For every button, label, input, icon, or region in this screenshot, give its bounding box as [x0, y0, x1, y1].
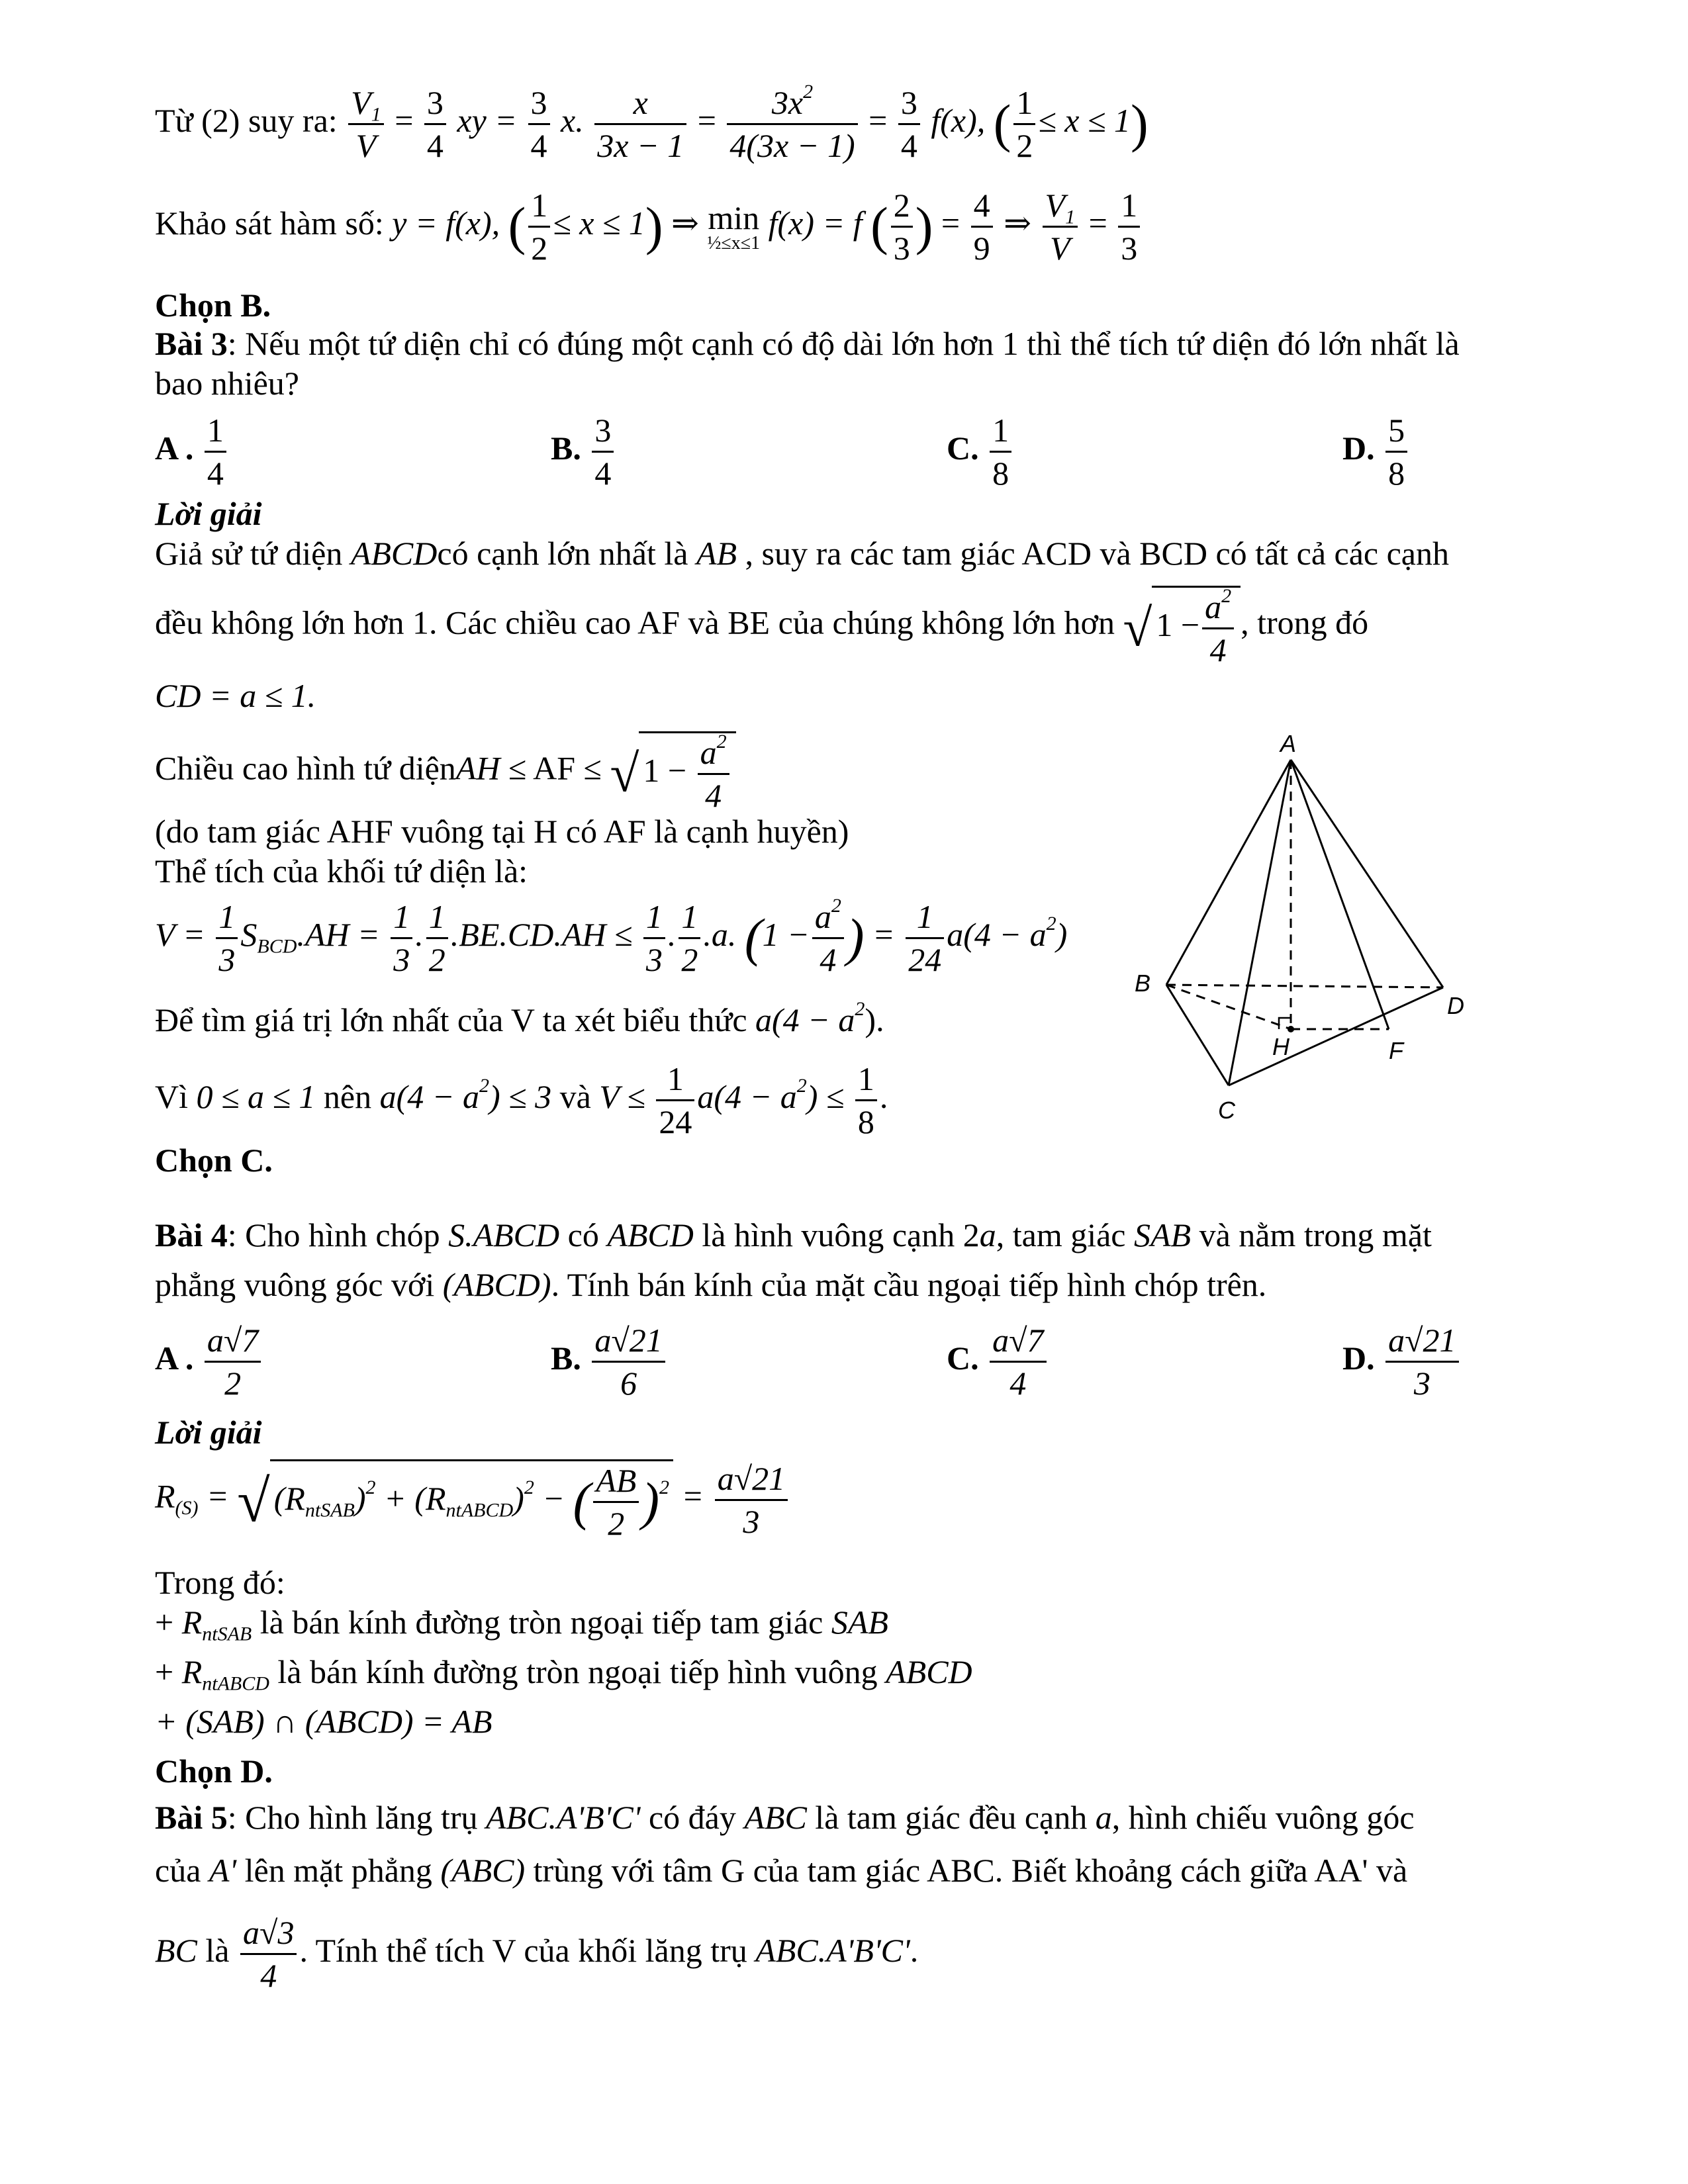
bai3-line1: Bài 3: Nếu một tứ diện chỉ có đúng một cạnh có độ dài lớn hơn 1 thì thể tích tứ diện đó lớn nhất là	[155, 325, 1460, 362]
frac-1-2: $\frac{1}{2}$	[1013, 86, 1035, 162]
frac-4-9: $\frac{4}{9}$	[971, 189, 993, 265]
label-f: F	[1389, 1037, 1403, 1064]
loi-giai-4: Lời giải	[155, 1414, 262, 1451]
s4-b1: + $R_{ntSAB}$ là bán kính đường tròn ngoại tiếp tam giác SAB	[155, 1604, 888, 1645]
frac-v1-v-l2: $\frac{V_1}{V}$	[1043, 189, 1078, 265]
volume-formula: V = $\frac{1}{3}$ $S_{BCD}.AH$ = $\frac{1}{3}$ . $\frac{1}{2}$ .BE.CD.AH ≤ $\frac{1}{3}$ . $\frac{1}{2}$ .a. (1 − $\frac{a^2}{4}$ ) = $\frac{1}{24}$ $a(4 - a^2)$	[155, 895, 1068, 978]
bai4-option-b[interactable]: B. $\frac{a√21}{6}$	[551, 1324, 668, 1400]
edge-cd	[1229, 987, 1443, 1085]
frac-1-2-l2: $\frac{1}{2}$	[528, 189, 550, 265]
bai4-option-c[interactable]: C. $\frac{a√7}{4}$	[947, 1324, 1049, 1400]
s4-b2: + $R_{ntABCD}$ là bán kính đường tròn ngoại tiếp hình vuông ABCD	[155, 1653, 972, 1695]
frac-1-3: $\frac{1}{3}$	[1118, 189, 1140, 265]
bai3-option-d[interactable]: D. $\frac{5}{8}$	[1342, 414, 1410, 490]
loi-giai-3: Lời giải	[155, 495, 262, 532]
bai5-line1: Bài 5: Cho hình lăng trụ ABC.A'B'C' có đáy ABC là tam giác đều cạnh a, hình chiếu vuông góc	[155, 1799, 1415, 1836]
bai3-option-a[interactable]: A . $\frac{1}{4}$	[155, 414, 229, 490]
bai5-line2: của A' lên mặt phẳng (ABC) trùng với tâm G của tam giác ABC. Biết khoảng cách giữa AA' và	[155, 1852, 1408, 1889]
label-c: C	[1218, 1097, 1235, 1124]
s3-p6: Thể tích của khối tứ diện là:	[155, 852, 528, 889]
sqrt-expr: √ 1 − $\frac{a^2}{4}$	[1123, 586, 1241, 666]
frac-3-4b: $\frac{3}{4}$	[528, 86, 550, 162]
edge-ab	[1166, 760, 1291, 985]
s3-p9: Vì 0 ≤ a ≤ 1 nên $a(4 - a^2) \le 3$ và V ≤ $\frac{1}{24}$ $a(4 - a^2)$ ≤ $\frac{1}{8}$ .	[155, 1060, 888, 1140]
frac-3x2: $\frac{3x^2}{4(3x - 1)}$	[727, 86, 857, 162]
chon-c: Chọn C.	[155, 1142, 273, 1179]
line-2: Khảo sát hàm số: y = f(x), ( $\frac{1}{2}$ ≤ x ≤ 1) ⇒ min ½≤x≤1 f(x) = f ( $\frac{2}{3}$ ) = $\frac{4}{9}$ ⇒ $\frac{V_1}{V}$ = $\frac{1}{3}$	[155, 189, 1143, 265]
bai4-option-a[interactable]: A . $\frac{a√7}{2}$	[155, 1324, 263, 1400]
s3-p2: đều không lớn hơn 1. Các chiều cao AF và BE của chúng không lớn hơn √ 1 − $\frac{a^2}{4}$ , trong đó	[155, 585, 1369, 668]
s3-p8: Để tìm giá trị lớn nhất của V ta xét biểu thức $a(4 - a^2)$.	[155, 998, 884, 1038]
edge-bh	[1166, 985, 1291, 1029]
frac-3-4c: $\frac{3}{4}$	[898, 86, 920, 162]
bai4-option-d[interactable]: D. $\frac{a√21}{3}$	[1342, 1324, 1462, 1400]
chon-d: Chọn D.	[155, 1752, 273, 1790]
label-h: H	[1272, 1033, 1289, 1060]
label-b: B	[1135, 970, 1151, 997]
point-h	[1288, 1026, 1294, 1032]
s3-p3: CD = a ≤ 1.	[155, 677, 316, 714]
bai4-line1: Bài 4: Cho hình chóp S.ABCD có ABCD là hình vuông cạnh 2a, tam giác SAB và nằm trong mặt	[155, 1216, 1432, 1253]
bai3-option-c[interactable]: C. $\frac{1}{8}$	[947, 414, 1014, 490]
s3-p5: (do tam giác AHF vuông tại H có AF là cạnh huyền)	[155, 813, 849, 850]
edge-bd	[1166, 985, 1443, 987]
edge-ad	[1291, 760, 1443, 987]
frac-3-4: $\frac{3}{4}$	[424, 86, 446, 162]
bai3-option-b[interactable]: B. $\frac{3}{4}$	[551, 414, 616, 490]
tetrahedron-figure	[1125, 728, 1496, 1138]
edge-bc	[1166, 985, 1229, 1085]
line-1: Từ (2) suy ra: $\frac{V_1}{V}$ = $\frac{3}{4}$ xy = $\frac{3}{4}$ x. $\frac{x}{3x - 1}$ = $\frac{3x^2}{4(3x - 1)}$ = $\frac{3}{4}$ f(x), ( $\frac{1}{2}$ ≤ x ≤ 1)	[155, 81, 1149, 164]
radius-formula: $R_{(S)}$ = √ $(R_{ntSAB})^2 + (R_{ntABCD})^2$ − ( $\frac{AB}{2}$ )$^2$ = $\frac{a√21}{3}$	[155, 1459, 790, 1540]
edge-af	[1291, 760, 1389, 1029]
s4-trong: Trong đó:	[155, 1564, 285, 1601]
bai3-line2: bao nhiêu?	[155, 365, 299, 402]
chon-b: Chọn B.	[155, 287, 271, 324]
bai4-line2: phẳng vuông góc với (ABCD). Tính bán kính của mặt cầu ngoại tiếp hình chóp trên.	[155, 1266, 1267, 1303]
bai5-line3: BC là $\frac{a√3}{4}$ . Tính thể tích V của khối lăng trụ ABC.A'B'C'.	[155, 1914, 919, 1994]
frac-2-3: $\frac{2}{3}$	[891, 189, 913, 265]
frac-v1-v: $\frac{V_1}{V}$	[348, 86, 384, 162]
label-d: D	[1447, 992, 1464, 1019]
s3-p1: Giả sử tứ diện ABCDcó cạnh lớn nhất là AB , suy ra các tam giác ACD và BCD có tất cả các cạnh	[155, 535, 1449, 572]
label-a: A	[1280, 730, 1297, 757]
s3-p4: Chiều cao hình tứ diệnAH ≤ AF ≤ √ 1 − $\frac{a^2}{4}$	[155, 731, 736, 812]
frac-x-3x1: $\frac{x}{3x - 1}$	[594, 86, 686, 162]
s4-b3: + (SAB) ∩ (ABCD) = AB	[155, 1703, 492, 1740]
